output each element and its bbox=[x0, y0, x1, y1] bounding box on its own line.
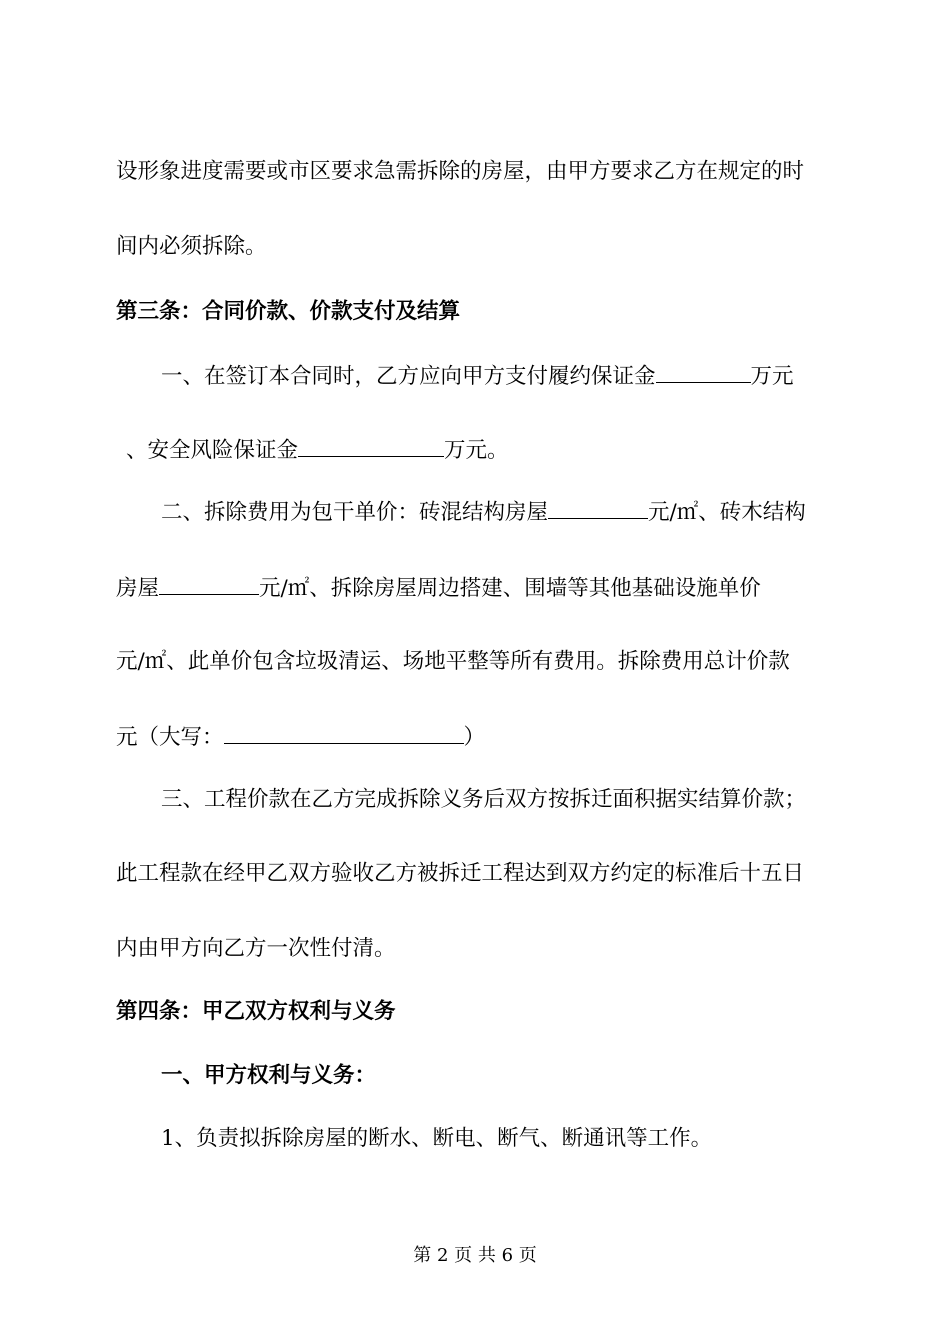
blank-underline bbox=[298, 434, 444, 457]
heading-text: 第四条：甲乙双方权利与义务 bbox=[116, 999, 396, 1024]
heading-text: 第三条：合同价款、价款支付及结算 bbox=[116, 299, 461, 324]
text-span: 二、拆除费用为包干单价：砖混结构房屋 bbox=[161, 500, 549, 525]
paragraph-line bbox=[126, 434, 509, 466]
page-number: 第 2 页 共 6 页 bbox=[413, 1245, 537, 1266]
text-span: ） bbox=[463, 725, 486, 750]
text-span: 房屋 bbox=[116, 576, 160, 601]
text-span: 万元 bbox=[750, 364, 794, 389]
paragraph-line bbox=[161, 360, 794, 392]
text-span: 设形象进度需要或市区要求急需拆除的房屋，由甲方要求乙方在规定的时 bbox=[116, 159, 805, 184]
blank-underline bbox=[656, 360, 751, 383]
text-span: 元/㎡、砖木结构 bbox=[648, 500, 806, 525]
text-span: 1、负责拟拆除房屋的断水、断电、断气、断通讯等工作。 bbox=[161, 1126, 713, 1151]
paragraph-line bbox=[116, 859, 804, 889]
text-span: 一、在签订本合同时，乙方应向甲方支付履约保证金 bbox=[161, 364, 656, 389]
paragraph-line bbox=[116, 721, 485, 753]
heading-text: 一、甲方权利与义务： bbox=[161, 1063, 377, 1088]
blank-underline bbox=[159, 572, 259, 595]
paragraph-line bbox=[116, 572, 761, 604]
text-span: 、安全风险保证金 bbox=[126, 438, 299, 463]
text-span: 内由甲方向乙方一次性付清。 bbox=[116, 936, 396, 961]
paragraph-line bbox=[161, 1124, 712, 1154]
blank-underline bbox=[548, 496, 648, 519]
paragraph-line bbox=[161, 785, 806, 815]
subsection-heading bbox=[161, 1061, 376, 1091]
text-span: 万元。 bbox=[444, 438, 509, 463]
blank-underline bbox=[224, 721, 464, 744]
paragraph-line bbox=[116, 934, 396, 964]
text-span: 三、工程价款在乙方完成拆除义务后双方按拆迁面积据实结算价款； bbox=[161, 787, 807, 812]
section-heading bbox=[116, 997, 396, 1027]
text-span: 间内必须拆除。 bbox=[116, 234, 267, 259]
text-span: 元/㎡、拆除房屋周边搭建、围墙等其他基础设施单价 bbox=[259, 576, 761, 601]
paragraph-line bbox=[116, 647, 790, 677]
text-span: 元/㎡、此单价包含垃圾清运、场地平整等所有费用。拆除费用总计价款 bbox=[116, 649, 790, 674]
section-heading bbox=[116, 297, 460, 327]
text-span: 元（大写： bbox=[116, 725, 224, 750]
paragraph-line bbox=[116, 157, 804, 187]
paragraph-line bbox=[116, 232, 267, 262]
paragraph-line bbox=[161, 496, 806, 528]
text-span: 此工程款在经甲乙双方验收乙方被拆迁工程达到双方约定的标准后十五日 bbox=[116, 861, 805, 886]
